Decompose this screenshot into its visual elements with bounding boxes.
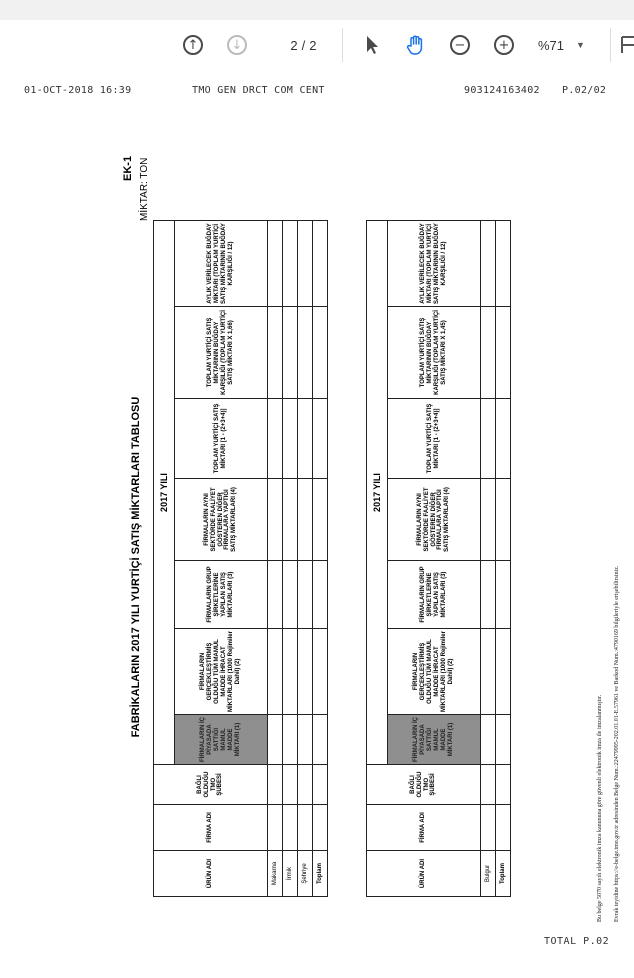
next-page-button[interactable] (225, 32, 249, 58)
rotated-annex-content (122, 117, 622, 897)
fax-datetime: 01-OCT-2018 16:39 (24, 85, 132, 96)
cursor-arrow-icon (365, 35, 379, 55)
header-total-domestic: TOPLAM YURTİÇİ SATIŞ MİKTARI [1 - (2+3+4)] (175, 399, 268, 479)
arrow-down-circle-icon: ↓ (227, 35, 247, 55)
header-total-domestic: TOPLAM YURTİÇİ SATIŞ MİKTARI [1 - (2+3+4)] (388, 399, 481, 479)
header-wheat-equivalent: TOPLAM YURTİÇİ SATIŞ MİKTARININ BUĞDAY KARŞILIĞI (TOPLAM YURTİÇİ SATIŞ MİKTARI X 1,66) (175, 307, 268, 399)
pdf-page (0, 72, 634, 978)
header-export: FİRMALARIN GERÇEKLEŞTİRMİŞ OLDUĞU TÜM MAMUL MADDE İHRACAT MİKTARLARI (1000 Rejimiler Dahil) (2) (388, 629, 481, 715)
row-label: İrmik (283, 851, 298, 897)
hand-tool-button[interactable] (404, 32, 428, 58)
row-label: Makarna (268, 851, 283, 897)
header-domestic-shaded: FİRMALARIN İÇ PİYASADA SATTIĞI MAMUL MADDE MİKTARI (1) (175, 715, 268, 765)
arrow-up-circle-icon: ↑ (183, 35, 203, 55)
previous-page-button[interactable] (181, 32, 205, 58)
header-branch: BAĞLI OLDUĞU TMO ŞUBESİ (154, 765, 268, 805)
header-product: ÜRÜN ADI (154, 851, 268, 897)
hand-tool-icon (405, 34, 427, 56)
header-monthly-wheat: AYLIK VERİLECEK BUĞDAY MİKTARI (TOPLAM YURTİÇİ SATIŞ MİKTARININ BUĞDAY KARŞILIĞI / 12) (175, 220, 268, 306)
row-label: Bulgur (481, 851, 496, 897)
table-row (268, 220, 283, 896)
total-label: Toplam (496, 851, 511, 897)
toolbar-divider-2 (610, 28, 611, 62)
zoom-select[interactable] (538, 32, 594, 58)
document-tool-icon (620, 35, 634, 55)
header-year: 2017 YILI (154, 220, 175, 764)
header-export: FİRMALARIN GERÇEKLEŞTİRMİŞ OLDUĞU TÜM MAMUL MADDE İHRACAT MİKTARLARI (1000 Rejimiler Dahil) (2) (175, 629, 268, 715)
zoom-in-button[interactable] (492, 32, 516, 58)
fax-total-pages: TOTAL P.02 (544, 936, 610, 947)
e-signature-note: Bu belge 5070 sayılı elektronik imza kanununa göre güvenli elektronik imza ile imzalanmıştır. (597, 694, 603, 922)
fax-page: P.02/02 (562, 85, 607, 96)
total-label: Toplam (313, 851, 328, 897)
select-tool-button[interactable] (362, 32, 382, 58)
annex-label: EK-1 (122, 155, 134, 181)
table-total-row (496, 220, 511, 896)
header-group-sales: FİRMALARIN GRUP ŞİRKETLERİNE YAPILAN SATIŞ MİKTARLARI (3) (388, 561, 481, 629)
table-row (298, 220, 313, 896)
document-title: FABRİKALARIN 2017 YILI YURTİÇİ SATIŞ MİKTARLARI TABLOSU (130, 396, 142, 738)
sales-table-2 (366, 220, 511, 897)
page-indicator (272, 32, 326, 58)
minus-circle-icon: − (450, 35, 470, 55)
header-same-sector: FİRMALARIN AYNI SEKTÖRDE FAALİYET GÖSTEREN DİĞER FİRMALARA YAPTIĞI SATIŞ MİKTARLARI (4) (388, 479, 481, 561)
header-monthly-wheat: AYLIK VERİLECEK BUĞDAY MİKTARI (TOPLAM YURTİÇİ SATIŞ MİKTARININ BUĞDAY KARŞILIĞI / 12) (388, 220, 481, 306)
zoom-value: %71 (538, 37, 565, 53)
row-label: Şehriye (298, 851, 313, 897)
page-separator: / (301, 37, 306, 53)
more-tools-button[interactable] (620, 32, 634, 58)
header-same-sector: FİRMALARIN AYNI SEKTÖRDE FAALİYET GÖSTEREN DİĞER FİRMALARA YAPTIĞI SATIŞ MİKTARLARI (4) (175, 479, 268, 561)
fax-sender: TMO GEN DRCT COM CENT (192, 85, 325, 96)
sales-table-1 (153, 220, 328, 897)
header-year: 2017 YILI (367, 220, 388, 764)
total-pages: 2 (309, 37, 317, 53)
header-domestic-shaded: FİRMALARIN İÇ PİYASADA SATTIĞI MAMUL MADDE MİKTARI (1) (388, 715, 481, 765)
header-group-sales: FİRMALARIN GRUP ŞİRKETLERİNE YAPILAN SATIŞ MİKTARLARI (3) (175, 561, 268, 629)
header-company: FİRMA ADI (367, 805, 481, 851)
header-branch: BAĞLI OLDUĞU TMO ŞUBESİ (367, 765, 481, 805)
fax-number: 903124163402 (464, 85, 540, 96)
header-wheat-equivalent: TOPLAM YURTİÇİ SATIŞ MİKTARININ BUĞDAY KARŞILIĞI (TOPLAM YURTİÇİ SATIŞ MİKTARI X 1,45) (388, 307, 481, 399)
plus-circle-icon: + (494, 35, 514, 55)
table-row (283, 220, 298, 896)
unit-label: MİKTAR: TON (139, 157, 150, 221)
table-total-row (313, 220, 328, 896)
browser-top-strip (0, 0, 634, 20)
verification-note: Evrak teyidine https://e-belge.tmo.gov.tr adresinden Belge Num.:22479995-202.01.01-E.57961 ve Barkod Num.:4790169 bilgileriyle erişebilirsiniz. (614, 565, 620, 922)
current-page-input[interactable]: 2 (290, 37, 298, 53)
header-product: ÜRÜN ADI (367, 851, 481, 897)
zoom-out-button[interactable] (448, 32, 472, 58)
table-row (481, 220, 496, 896)
toolbar-divider (342, 28, 343, 62)
header-company: FİRMA ADI (154, 805, 268, 851)
pdf-toolbar (0, 20, 634, 73)
caret-down-icon: ▼ (576, 40, 585, 50)
